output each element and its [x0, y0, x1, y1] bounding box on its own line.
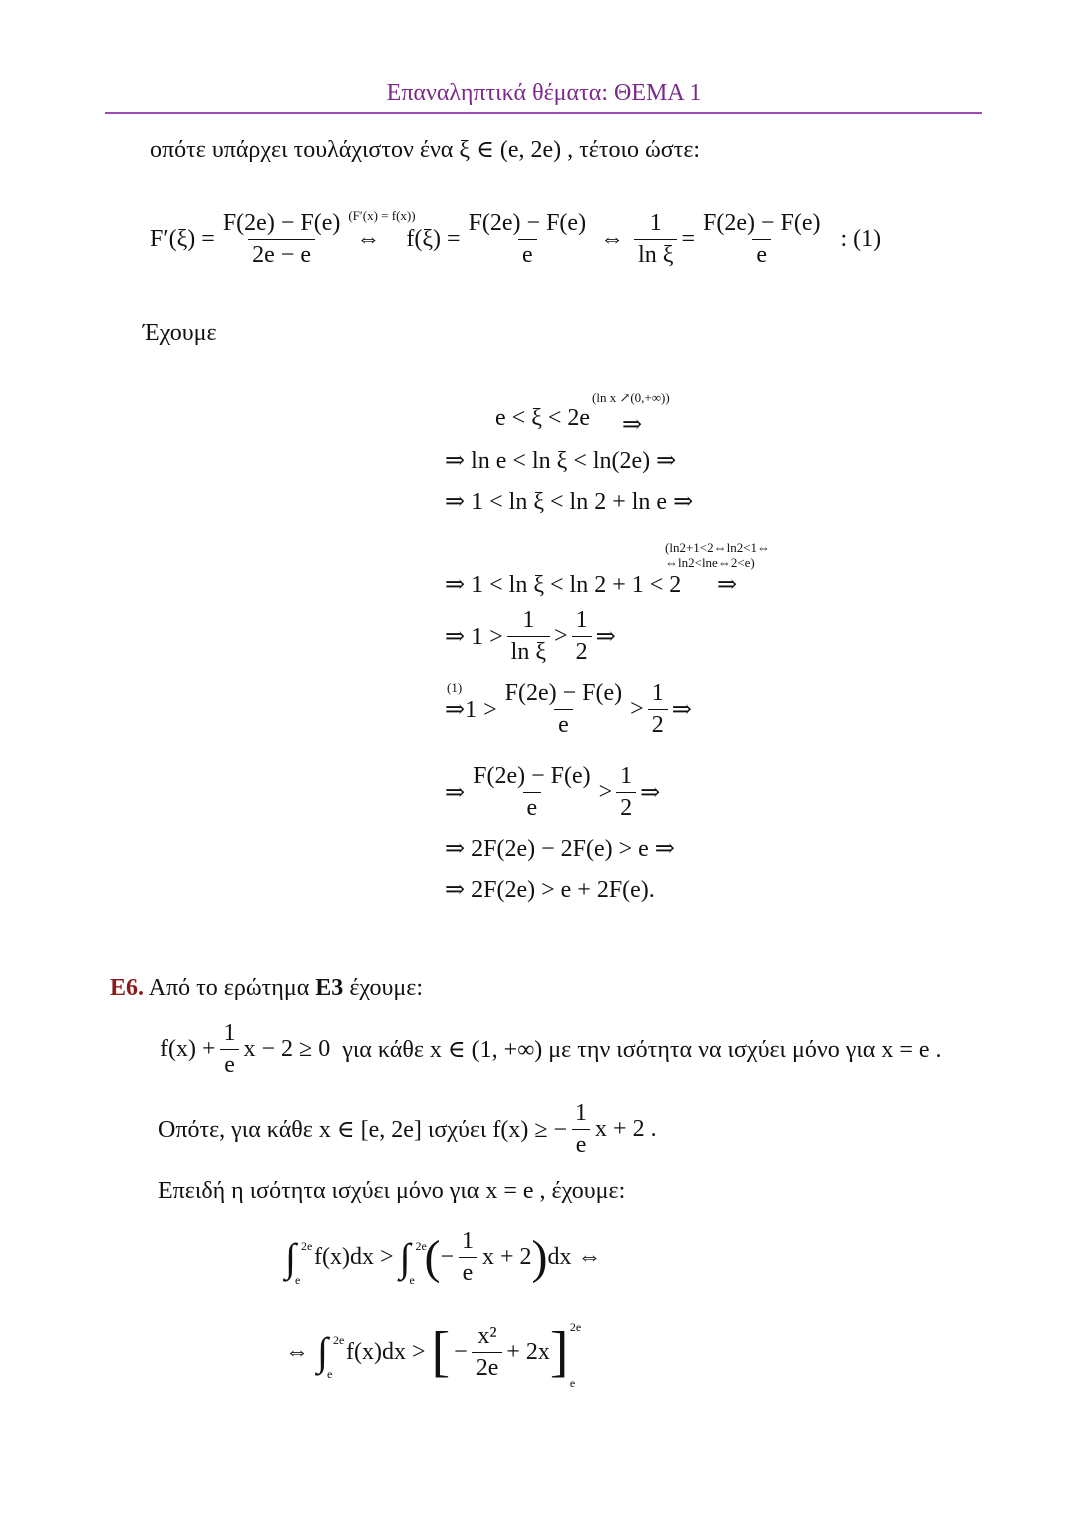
int1-upper: 2e — [301, 1238, 313, 1253]
chain-l7-frac1 — [469, 763, 595, 822]
chain-l7-mid: > — [598, 779, 613, 805]
int3-body: f(x)dx > — [345, 1338, 426, 1365]
chain-l5-pre: ⇒ 1 > — [445, 624, 503, 650]
chain-l6-annotation: (1) — [447, 680, 463, 695]
chain-line-2: ⇒ ln e < ln ξ < ln(2e) ⇒ — [445, 448, 677, 474]
chain-line-6 — [445, 680, 692, 739]
bracket-open: [ — [431, 1321, 451, 1383]
e6-so-frac — [571, 1100, 591, 1159]
int1-body: f(x)dx > — [313, 1244, 394, 1270]
intro-text: οπότε υπάρχει τουλάχιστον ένα ξ ∈ (e, 2e) , τέτοιο ώστε: — [150, 137, 701, 163]
int2-end: dx ⇔ — [547, 1244, 602, 1270]
eq1-frac3-num: 1 — [649, 210, 662, 236]
chain-l7-frac2 — [616, 763, 636, 822]
chain-l5-frac1 — [507, 607, 550, 666]
chain-l6-frac1 — [501, 680, 627, 739]
chain-l1-annotation: (ln x ↗(0,+∞)) — [592, 390, 670, 405]
chain-l5-post: ⇒ — [595, 624, 616, 650]
eq1-frac4-num: F(2e) − F(e) — [703, 210, 821, 236]
eq1-frac3-den: ln ξ — [634, 239, 677, 269]
chain-l5-frac2 — [572, 607, 592, 666]
bracket-lower: e — [569, 1376, 576, 1390]
page-header-title: Επαναληπτικά θέματα: ΘΕΜΑ 1 — [386, 80, 702, 106]
bracket-upper: 2e — [569, 1320, 582, 1334]
chain-line-1-arrow: ⇒ — [622, 412, 643, 438]
e6-ineq-post: x − 2 ≥ 0 — [243, 1036, 331, 1062]
e6-so-post: x + 2 . — [595, 1116, 657, 1142]
chain-l7-pre: ⇒ — [445, 780, 466, 806]
eq1-frac1-den: 2e − e — [248, 239, 315, 269]
eq1-mid: f(ξ) = — [406, 226, 461, 252]
int2-open-paren: ( — [424, 1231, 441, 1284]
eq1-frac3 — [634, 210, 677, 269]
e6-ref: Ε3 — [315, 975, 344, 1001]
bracket-num: x² — [477, 1322, 497, 1349]
integral-sign-2: ∫ 2e e — [399, 1234, 427, 1287]
e6-integral-line-1 — [285, 1228, 602, 1287]
bracket-frac — [472, 1323, 503, 1382]
eq1-annotation: (F′(x) = f(x)) — [348, 208, 416, 223]
chain-l5-mid: > — [554, 623, 568, 649]
int2-minus: − — [440, 1244, 454, 1270]
e6-so-num: 1 — [575, 1100, 588, 1126]
eq1-frac2-den: e — [518, 239, 537, 269]
int2-rest: x + 2 — [481, 1244, 532, 1270]
eq1-frac4 — [699, 210, 825, 269]
e6-text-a: Από το ερώτημα — [148, 975, 310, 1001]
eq1-iff1: ⇔ — [356, 226, 381, 252]
int3-lower: e — [327, 1367, 333, 1381]
chain-line-4-arrow: ⇒ — [717, 572, 738, 598]
e6-heading — [110, 975, 423, 1002]
integral-sign-1: ∫ 2e e — [285, 1234, 313, 1287]
chain-l6-num1: F(2e) − F(e) — [504, 680, 623, 706]
chain-l7-den1: e — [523, 792, 542, 822]
chain-l5-num1: 1 — [522, 607, 535, 633]
e6-so-pre: Οπότε, για κάθε x ∈ [e, 2e] ισχύει f(x) ≥ − — [158, 1117, 568, 1143]
chain-l7-num2: 1 — [620, 763, 633, 789]
header-rule — [105, 112, 982, 114]
e6-ineq-den: e — [220, 1049, 239, 1079]
equation-1 — [150, 210, 881, 269]
int3-pre: ⇔ — [285, 1338, 309, 1365]
int2-lower: e — [409, 1272, 415, 1287]
e6-label: Ε6. — [110, 975, 145, 1001]
chain-line-3: ⇒ 1 < ln ξ < ln 2 + ln e ⇒ — [445, 489, 694, 515]
chain-l6-den1: e — [554, 709, 573, 739]
integral-sign-3: ∫ 2e e — [317, 1329, 345, 1381]
e6-integral-line-2 — [285, 1320, 582, 1390]
e6-ineq-text: για κάθε x ∈ (1, +∞) με την ισότητα να ισχύει μόνο για x = e . — [342, 1037, 942, 1063]
eq1-iff2: ⇔ — [600, 226, 625, 252]
e6-ineq-num: 1 — [223, 1020, 236, 1046]
chain-line-9: ⇒ 2F(2e) > e + 2F(e). — [445, 877, 655, 903]
e6-since-text: Επειδή η ισότητα ισχύει μόνο για x = e , έχουμε: — [158, 1178, 626, 1204]
chain-l5-den1: ln ξ — [507, 636, 550, 666]
e6-so-line — [158, 1100, 657, 1159]
chain-l6-post: ⇒ — [671, 697, 692, 723]
bracket-den: 2e — [472, 1352, 503, 1382]
chain-line-1: e < ξ < 2e — [495, 405, 591, 431]
chain-l6-num2: 1 — [651, 680, 664, 706]
eq1-frac1-num: F(2e) − F(e) — [222, 210, 341, 236]
e6-so-den: e — [572, 1129, 591, 1159]
int3-upper: 2e — [333, 1333, 345, 1347]
chain-l7-den2: 2 — [616, 792, 636, 822]
eq1-lhs: F′(ξ) = — [150, 226, 215, 252]
eq1-frac4-den: e — [752, 239, 771, 269]
eq1-frac1 — [219, 210, 345, 269]
chain-line-4: ⇒ 1 < ln ξ < ln 2 + 1 < 2 — [445, 572, 682, 598]
chain-line-5 — [445, 607, 616, 666]
eq1-frac2-num: F(2e) − F(e) — [468, 210, 587, 236]
eq1-frac2 — [465, 210, 591, 269]
chain-l5-num2: 1 — [575, 607, 588, 633]
e6-inequality — [160, 1020, 942, 1079]
chain-l4-annotation-a: (ln2+1<2⇔ln2<1⇔ — [665, 540, 771, 555]
eq1-equals: = — [681, 226, 695, 252]
e6-text-b: έχουμε: — [349, 975, 424, 1001]
chain-l6-frac2 — [648, 680, 668, 739]
echoume-text: Έχουμε — [143, 320, 217, 346]
int2-close-paren: ) — [531, 1231, 548, 1284]
int2-frac — [458, 1228, 478, 1287]
e6-ineq-frac — [220, 1020, 240, 1079]
e6-ineq-pre: f(x) + — [160, 1036, 216, 1062]
eq1-tag: : (1) — [840, 226, 882, 252]
bracket-minus: − — [454, 1338, 468, 1365]
bracket-close-glyph: ] — [549, 1321, 569, 1383]
bracket-rest: + 2x — [506, 1338, 550, 1365]
chain-line-7 — [445, 763, 660, 822]
chain-l6-mid: > — [630, 696, 644, 722]
eq1-iff1-wrap — [348, 208, 416, 253]
chain-l5-den2: 2 — [572, 636, 592, 666]
int2-upper: 2e — [415, 1238, 427, 1253]
bracket-close — [549, 1320, 582, 1390]
int1-lower: e — [295, 1272, 301, 1287]
chain-l7-post: ⇒ — [640, 780, 661, 806]
int2-num: 1 — [461, 1228, 474, 1254]
chain-line-8: ⇒ 2F(2e) − 2F(e) > e ⇒ — [445, 836, 675, 862]
chain-l6-den2: 2 — [648, 709, 668, 739]
chain-l4-annotation-b: ⇔ln2<lne⇔2<e) — [665, 555, 755, 570]
chain-l7-num1: F(2e) − F(e) — [473, 763, 591, 789]
chain-l6-pre: ⇒1 > — [445, 697, 497, 723]
int2-den: e — [459, 1257, 478, 1287]
